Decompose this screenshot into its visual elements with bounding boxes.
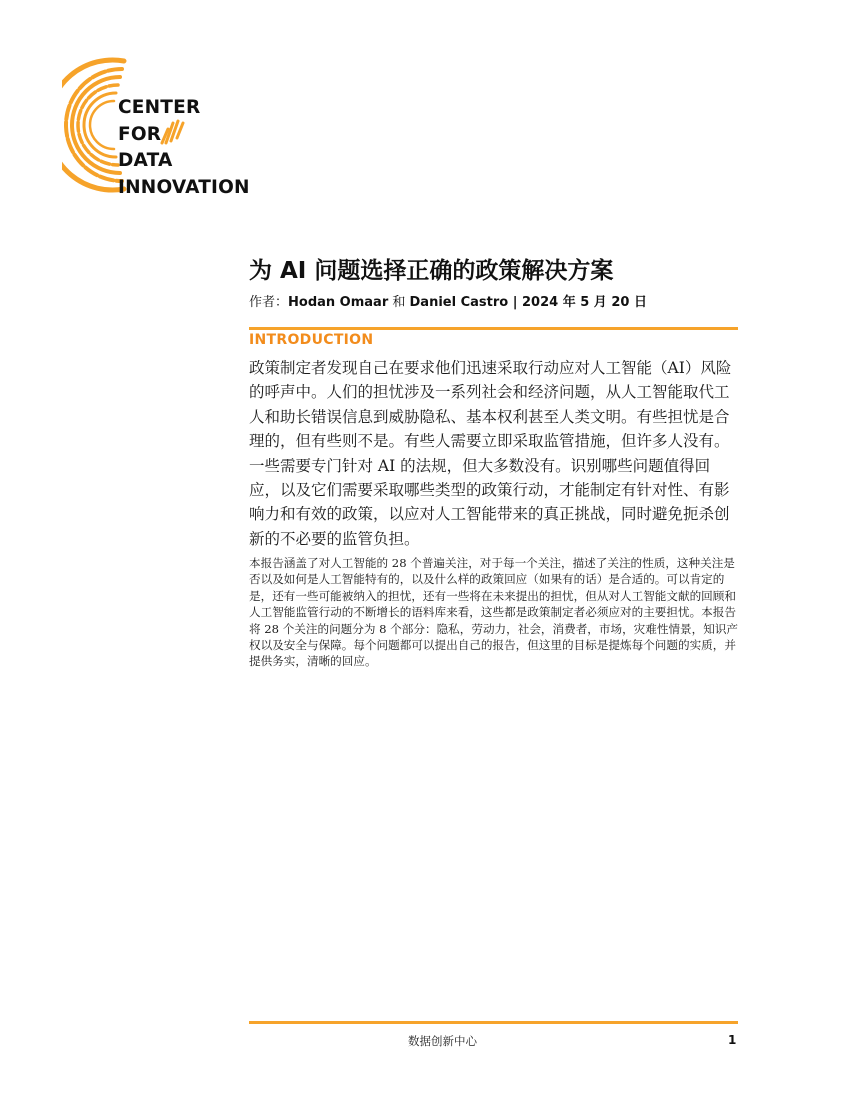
logo-line-3: DATA [118, 150, 173, 171]
cdi-logo [62, 55, 252, 198]
logo-line-2: FOR [118, 123, 162, 145]
logo-line-1: CENTER [118, 97, 201, 118]
publish-date: | 2024 年 5 月 20 日 [508, 295, 647, 310]
logo-wordmark [118, 95, 250, 201]
header-divider [249, 327, 738, 330]
byline-conjunction: 和 [388, 295, 410, 310]
footer-divider [249, 1021, 738, 1024]
document-title: 为 AI 问题选择正确的政策解决方案 [249, 258, 614, 284]
author-1: Hodan Omaar [288, 295, 389, 310]
footer-org-name: 数据创新中心 [408, 1034, 477, 1048]
section-heading: INTRODUCTION [249, 332, 374, 348]
page-number: 1 [728, 1033, 737, 1047]
byline [249, 291, 647, 310]
intro-paragraph: 政策制定者发现自己在要求他们迅速采取行动应对人工智能（AI）风险的呼声中。人们的担忧涉及一系列社会和经济问题，从人工智能取代工人和助长错误信息到威胁隐私、基本权利甚至人类文明。有些担忧是合理的，但有些则不是。有些人需要立即采取监管措施，但许多人没有。一些需要专门针对 AI 的法规，但大多数没有。识别哪些问题值得回应，以及它们需要采取哪些类型的政策行动，才能制定有针对性、有影响力和有效的政策，以应对人工智能带来的真正挑战，同时避免扼杀创新的不必要的监管负担。 [249, 359, 732, 548]
author-2: Daniel Castro [409, 295, 509, 310]
logo-line-4: INNOVATION [118, 176, 250, 198]
body-paragraph: 本报告涵盖了对人工智能的 28 个普遍关注，对于每一个关注，描述了关注的性质，这种关注是否以及如何是人工智能特有的，以及什么样的政策回应（如果有的话）是合适的。可以肯定的是，还有一些可能被纳入的担忧，还有一些将在未来提出的担忧，但从对人工智能文献的回顾和人工智能监管行动的不断增长的语料库来看，这些都是政策制定者必须应对的主要担忧。本报告将 28 个关注的问题分为 8 个部分：隐私，劳动力，社会，消费者，市场，灾难性情景，知识产权以及安全与保障。每个问题都可以提出自己的报告，但这里的目标是提炼每个问题的实质，并提供务实，清晰的回应。 [249, 556, 739, 669]
byline-prefix: 作者： [249, 295, 289, 310]
